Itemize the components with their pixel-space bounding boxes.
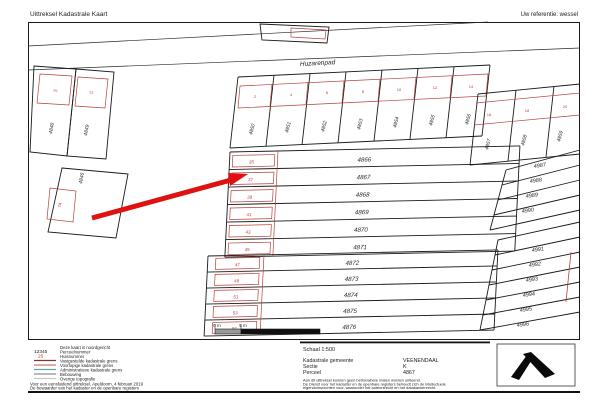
- certification-line: De bewaarder van het kadaster en de openbare registers: [30, 385, 139, 391]
- parcel-number: 4846: [78, 172, 86, 185]
- legend-label: Bebouwing: [60, 372, 82, 377]
- parcel-number: 4857: [484, 138, 493, 151]
- parcel-number: 4853: [356, 118, 365, 131]
- info-row-value: VEENENDAAL: [403, 358, 439, 364]
- house-number: 8: [361, 89, 365, 94]
- house-number: 18: [524, 108, 530, 113]
- house-number: 43: [245, 229, 251, 235]
- parcel-number: 4996: [516, 321, 530, 329]
- info-row-value: 4867: [403, 370, 415, 376]
- house-number: 45: [244, 247, 250, 253]
- certification-line: Voor een eensluidend uittreksel, Apeldoorn, 4 februari 2019: [30, 381, 143, 387]
- parcel-number: 4870: [353, 226, 368, 234]
- legend-label: Perceelnummer: [60, 349, 91, 355]
- parcel-number: 4876: [342, 323, 357, 332]
- house-number: 39: [247, 194, 253, 200]
- parcel-number: 4994: [522, 291, 536, 299]
- info-row-value: K: [403, 364, 407, 370]
- parcel-number: 4872: [345, 259, 360, 268]
- house-number: 4: [289, 92, 293, 97]
- parcel-number: 4851: [284, 121, 293, 134]
- kadaster-logo: [497, 344, 575, 386]
- scale-five-label: 5 m: [239, 323, 247, 328]
- parcel-number: 4873: [344, 275, 359, 284]
- house-number: 14: [468, 84, 474, 89]
- perceelnummer-symbol: 12345: [34, 350, 48, 355]
- legend-label: Overige topografie: [60, 376, 96, 382]
- scale-label: Schaal 1:500: [303, 347, 336, 353]
- legend-label: Administratieve kadastrale grens: [60, 367, 123, 373]
- house-number: 10: [396, 87, 402, 92]
- parcel-number: 4867: [356, 174, 371, 182]
- parcel-number: 4852: [320, 120, 329, 133]
- parcel-number: 4858: [520, 134, 529, 147]
- parcel-number: 4855: [428, 114, 437, 127]
- legend-label: Deze kaart is noordgericht: [60, 345, 111, 350]
- parcel-number: 4874: [343, 291, 358, 300]
- house-number: 12: [432, 85, 438, 90]
- legend-label: Vastgestelde kadastrale grens: [60, 358, 118, 364]
- parcel-number: 4992: [528, 261, 542, 269]
- house-number: 74: [57, 202, 63, 209]
- house-number: 2: [253, 94, 257, 99]
- house-number: 49: [234, 278, 240, 284]
- parcel-number: 4869: [354, 209, 369, 217]
- disclaimer-line: eigendomsrechten voor, waaronder het auteursrecht en het databankenrecht.: [303, 385, 437, 391]
- house-number: 41: [246, 212, 252, 218]
- info-divider: [300, 342, 490, 344]
- parcel-number: 4991: [531, 246, 545, 254]
- parcel-number: 4987: [533, 162, 547, 170]
- map-legend: [30, 345, 144, 391]
- disclaimer-line: De Dienst voor het kadaster en de openbare registers behoudt zich de intellectuele: [303, 381, 446, 387]
- house-number: 20: [562, 104, 568, 109]
- huisnummer-symbol: 25: [38, 354, 44, 360]
- parcel-number: 4859: [556, 130, 565, 143]
- parcel-number: 4866: [357, 156, 372, 164]
- legend-label: Huisnummer: [60, 354, 85, 359]
- parcel-number: 4990: [521, 207, 535, 215]
- cadastral-map: [28, 22, 580, 340]
- reference-label: Uw referentie: wessel: [520, 12, 578, 18]
- parcel-number: 4854: [392, 116, 401, 129]
- info-row-label: Sectie: [303, 364, 318, 370]
- house-number: 72: [89, 90, 94, 95]
- disclaimer-line: Aan dit uittreksel kunnen geen betrouwbare maten worden ontleend.: [303, 377, 421, 383]
- scale-zero-label: 0 m: [213, 323, 221, 328]
- house-number: 47: [234, 262, 241, 268]
- parcel-info-block: [300, 342, 490, 391]
- page-bottom-rule: [28, 391, 580, 393]
- info-row-label: Perceel: [303, 370, 321, 376]
- parcel-number: 4868: [355, 191, 370, 199]
- parcel-number: 4993: [525, 276, 539, 284]
- house-number: 51: [233, 294, 239, 300]
- parcel-number: 4871: [352, 244, 368, 252]
- document-title: Uittreksel Kadastrale Kaart: [30, 11, 108, 18]
- house-number: 70: [53, 88, 58, 93]
- house-number: 6: [325, 90, 329, 95]
- parcel-number: 4849: [83, 124, 91, 137]
- parcel-number: 4850: [248, 123, 257, 136]
- parcel-number: 4856: [464, 113, 473, 126]
- legend-label: Voorlopige kadastrale grens: [60, 363, 114, 368]
- parcel-number: 4875: [342, 307, 358, 316]
- house-number: 37: [247, 177, 254, 183]
- parcel-number: 4989: [525, 192, 539, 200]
- street-label: Huzarenpad: [299, 59, 336, 68]
- house-number: 16: [486, 112, 492, 117]
- house-number: 53: [232, 310, 238, 316]
- parcel-number: 4988: [529, 177, 543, 185]
- house-number: 35: [248, 159, 255, 165]
- info-row-label: Kadastrale gemeente: [303, 358, 354, 364]
- parcel-number: 4995: [519, 306, 533, 314]
- parcel-number: 4848: [48, 122, 56, 135]
